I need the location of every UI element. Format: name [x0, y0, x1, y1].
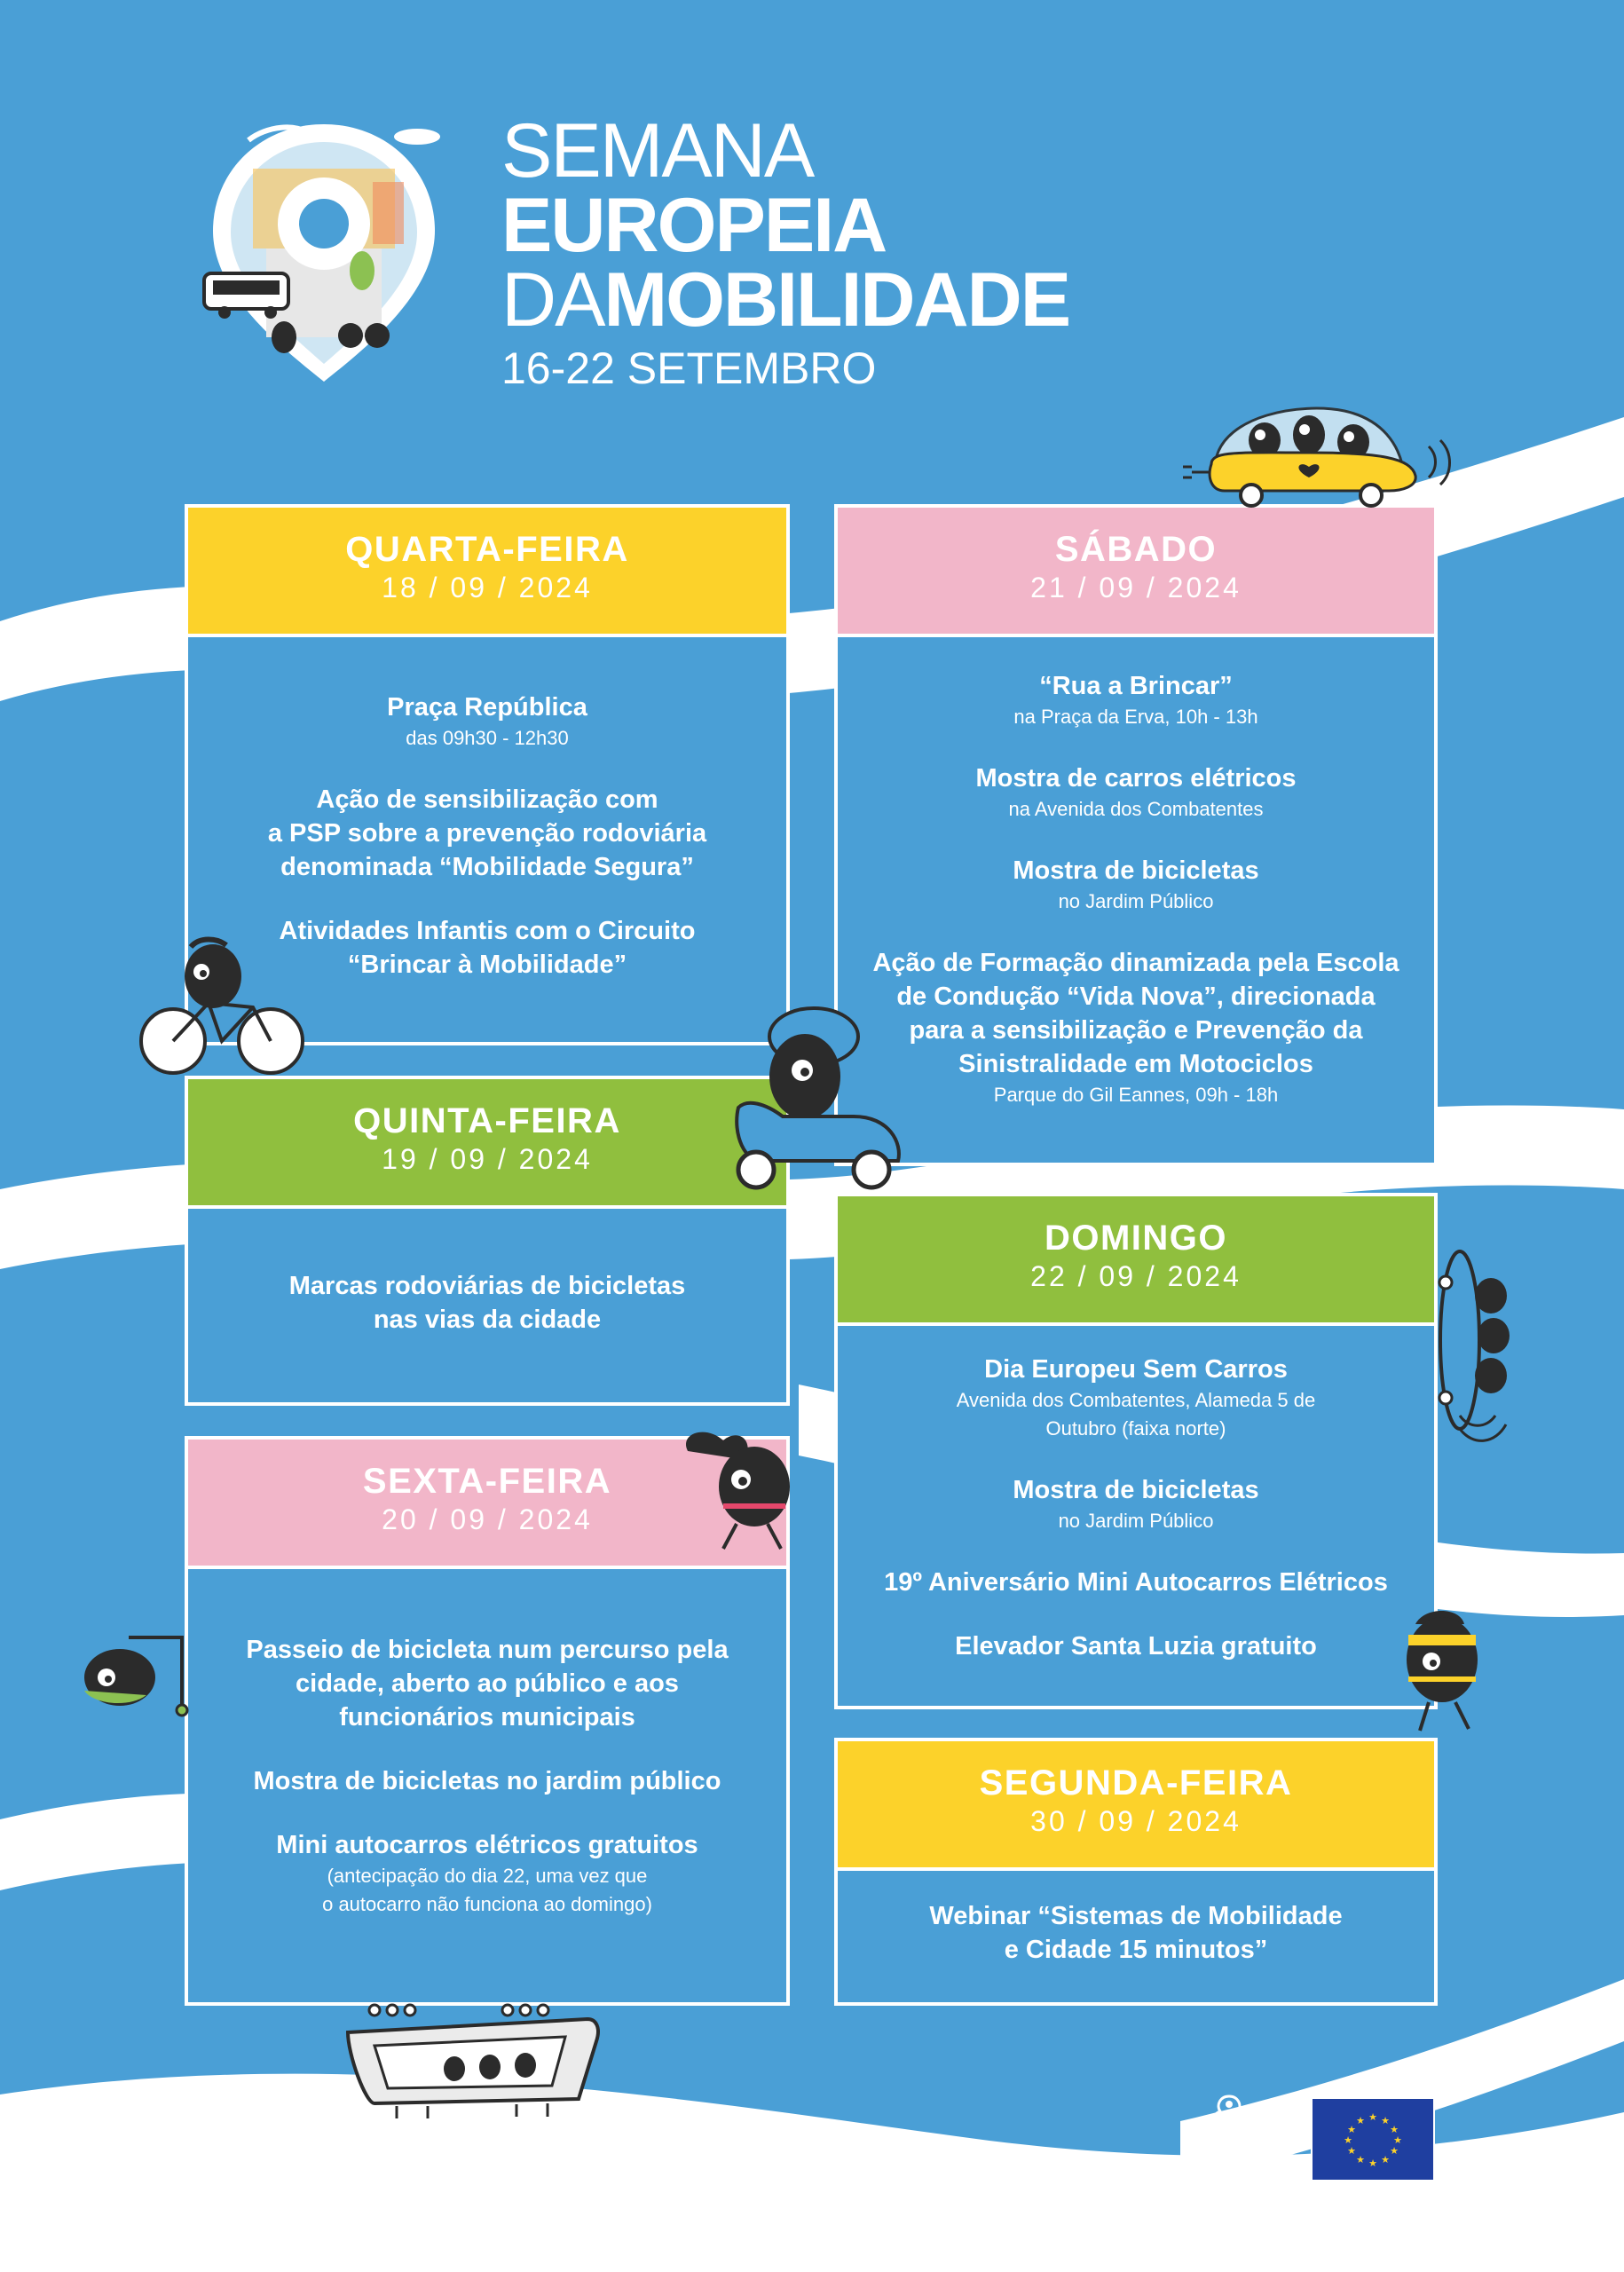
svg-text:★: ★: [1356, 2154, 1365, 2166]
event-title-line: Elevador Santa Luzia gratuito: [955, 1632, 1317, 1661]
title-dates: 16-22 SETEMBRO: [501, 343, 877, 393]
cyclist-character: [138, 936, 306, 1078]
event-title-line: Mini autocarros elétricos gratuitos: [276, 1831, 698, 1859]
elevator-tram-illustration: [339, 2001, 605, 2126]
eu-stars-icon: [1313, 2099, 1433, 2180]
event-title-line: Webinar “Sistemas de Mobilidade e Cidade 15 minutos”: [929, 1902, 1343, 1964]
svg-text:★: ★: [1381, 2115, 1390, 2126]
viana-crest-icon: [1202, 2092, 1256, 2154]
svg-text:★: ★: [1368, 2111, 1377, 2123]
svg-text:★: ★: [1368, 2158, 1377, 2169]
skateboard-characters: [1433, 1247, 1531, 1451]
event-title-line: Passeio de bicicleta num percurso pela cidade, aberto ao público e aos funcionários municipais: [246, 1636, 729, 1732]
event-detail: (antecipação do dia 22, uma vez que o autocarro não funciona ao domingo): [322, 1865, 652, 1915]
event-title-line: 19º Aniversário Mini Autocarros Elétricos: [884, 1568, 1388, 1597]
day-header-sabado: [838, 508, 1434, 637]
day-body-domingo: [838, 1326, 1434, 1663]
cmvc-line1: CÂMARA MUNICIPAL: [1209, 2158, 1250, 2174]
day-body-quarta: [188, 637, 786, 982]
svg-text:★: ★: [1393, 2134, 1402, 2146]
runner-character: [1389, 1606, 1495, 1740]
day-name: QUINTA-FEIRA: [353, 1101, 621, 1140]
title-da: DA: [501, 257, 604, 343]
title-mobilidade: MOBILIDADE: [603, 257, 1070, 343]
title-line-mobilidade: [501, 257, 1070, 343]
day-name: SEXTA-FEIRA: [362, 1462, 612, 1501]
running-girl-character: [670, 1424, 812, 1558]
event-title: [501, 108, 1070, 394]
title-line-semana: SEMANA: [501, 108, 814, 193]
event-title-line: “Rua a Brincar”: [1039, 672, 1233, 700]
day-date: 18 / 09 / 2024: [382, 572, 593, 604]
day-body-sexta: [188, 1569, 786, 1919]
day-date: 20 / 09 / 2024: [382, 1503, 593, 1535]
day-header-quarta: [188, 508, 786, 637]
event-detail: Avenida dos Combatentes, Alameda 5 de Outubro (faixa norte): [956, 1389, 1316, 1440]
event-title-line: Mostra de bicicletas no jardim público: [253, 1767, 721, 1795]
event-detail: das 09h30 - 12h30: [406, 727, 569, 749]
cmvc-line2: VIANA DO CASTELO: [1210, 2174, 1248, 2190]
day-name: SEGUNDA-FEIRA: [979, 1763, 1293, 1803]
day-card-sabado: [834, 504, 1438, 1166]
hanging-character: [75, 1629, 191, 1717]
day-card-quinta: [185, 1076, 790, 1406]
day-date: 21 / 09 / 2024: [1030, 572, 1242, 604]
event-detail: na Avenida dos Combatentes: [1008, 798, 1264, 820]
day-card-domingo: [834, 1193, 1438, 1709]
event-detail: na Praça da Erva, 10h - 13h: [1013, 706, 1258, 728]
day-date: 30 / 09 / 2024: [1030, 1805, 1242, 1837]
svg-text:★: ★: [1356, 2115, 1365, 2126]
event-detail: Parque do Gil Eannes, 09h - 18h: [993, 1084, 1279, 1106]
event-title-line: Praça República: [387, 693, 587, 722]
mobility-pin-logo: [200, 115, 448, 390]
event-title-line: Dia Europeu Sem Carros: [984, 1355, 1288, 1384]
day-date: 22 / 09 / 2024: [1030, 1260, 1242, 1292]
day-date: 19 / 09 / 2024: [382, 1143, 593, 1175]
day-name: DOMINGO: [1044, 1219, 1228, 1258]
svg-text:★: ★: [1344, 2134, 1352, 2146]
day-card-segunda: [834, 1738, 1438, 2006]
day-name: SÁBADO: [1054, 530, 1218, 569]
day-name: QUARTA-FEIRA: [345, 530, 629, 569]
day-header-quinta: [188, 1079, 786, 1209]
day-header-segunda: [838, 1741, 1434, 1871]
event-title-line: Mostra de bicicletas: [1013, 856, 1259, 885]
title-line-europeia: EUROPEIA: [501, 183, 887, 268]
event-detail: no Jardim Público: [1058, 1510, 1214, 1532]
event-title-line: Mostra de carros elétricos: [975, 764, 1297, 793]
event-title-line: Mostra de bicicletas: [1013, 1476, 1259, 1504]
svg-text:★: ★: [1381, 2154, 1390, 2166]
day-header-domingo: [838, 1196, 1434, 1326]
day-body-segunda: [838, 1871, 1434, 1967]
svg-text:★: ★: [1390, 2124, 1399, 2135]
svg-text:★: ★: [1390, 2145, 1399, 2157]
day-body-sabado: [838, 637, 1434, 1109]
event-detail: no Jardim Público: [1058, 890, 1214, 912]
event-title-line: Marcas rodoviárias de bicicletas nas vias da cidade: [288, 1272, 686, 1334]
day-body-quinta: [188, 1209, 786, 1337]
event-title-line: Atividades Infantis com o Circuito “Brincar à Mobilidade”: [279, 917, 696, 979]
eu-flag-icon: [1311, 2097, 1435, 2181]
camara-municipal-logo: [1194, 2092, 1265, 2190]
svg-text:★: ★: [1347, 2145, 1356, 2157]
event-title-line: Ação de sensibilização com a PSP sobre a prevenção rodoviária denominada “Mobilidade Segura”: [267, 785, 707, 881]
event-title-line: Ação de Formação dinamizada pela Escola de Condução “Vida Nova”, direcionada para a sensibilização e Prevenção da Sinistralidade em Motociclos: [872, 949, 1399, 1078]
electric-car-illustration: [1176, 398, 1460, 513]
scooter-character: [721, 1001, 916, 1205]
svg-text:★: ★: [1347, 2124, 1356, 2135]
